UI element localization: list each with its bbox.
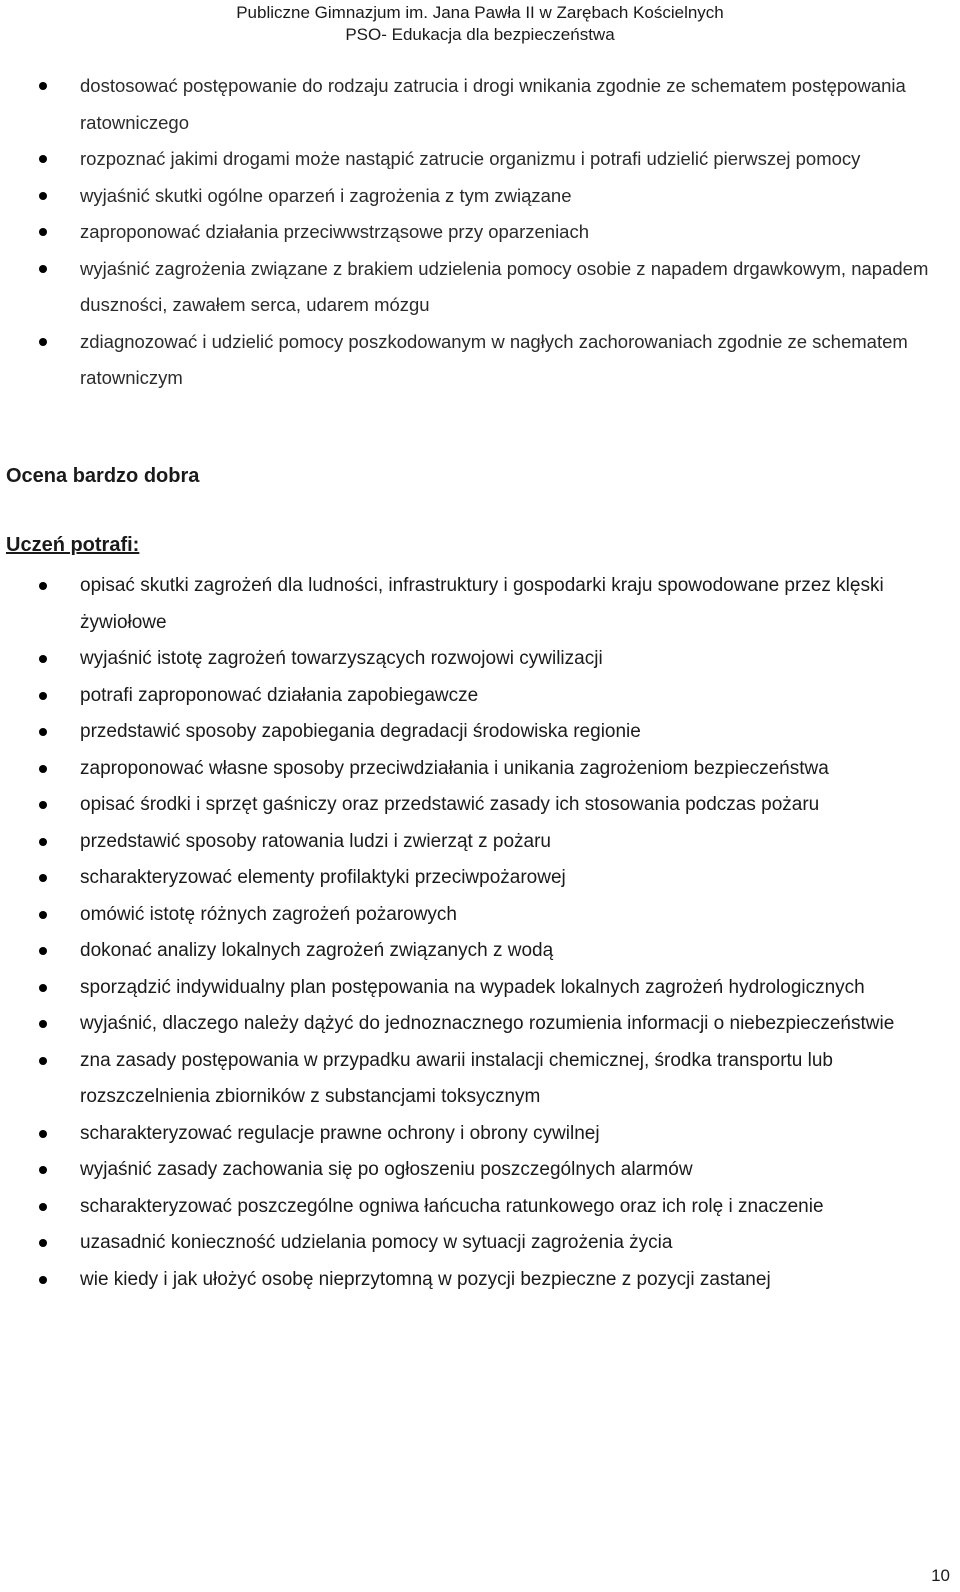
list-item: zaproponować działania przeciwwstrząsowe przy oparzeniach <box>0 214 960 251</box>
list-item: uzasadnić konieczność udzielania pomocy w sytuacji zagrożenia życia <box>0 1225 960 1262</box>
list-item: omówić istotę różnych zagrożeń pożarowych <box>0 897 960 934</box>
list-item: zna zasady postępowania w przypadku awarii instalacji chemicznej, środka transportu lub rozszczelnienia zbiorników z substancjami toksycznym <box>0 1043 960 1116</box>
list-item: scharakteryzować poszczególne ogniwa łańcucha ratunkowego oraz ich rolę i znaczenie <box>0 1189 960 1226</box>
list-item: dostosować postępowanie do rodzaju zatrucia i drogi wnikania zgodnie ze schematem postępowania ratowniczego <box>0 68 960 141</box>
list-item: opisać skutki zagrożeń dla ludności, infrastruktury i gospodarki kraju spowodowane przez klęski żywiołowe <box>0 568 960 641</box>
requirements-list-very-good <box>0 568 960 1298</box>
list-item: zdiagnozować i udzielić pomocy poszkodowanym w nagłych zachorowaniach zgodnie ze schematem ratowniczym <box>0 324 960 397</box>
requirements-list-previous-grade <box>0 68 960 397</box>
list-item: wyjaśnić, dlaczego należy dążyć do jednoznacznego rozumienia informacji o niebezpieczeństwie <box>0 1006 960 1043</box>
list-item: sporządzić indywidualny plan postępowania na wypadek lokalnych zagrożeń hydrologicznych <box>0 970 960 1007</box>
header-subject: PSO- Edukacja dla bezpieczeństwa <box>345 25 615 44</box>
list-item: scharakteryzować regulacje prawne ochrony i obrony cywilnej <box>0 1116 960 1153</box>
list-item: rozpoznać jakimi drogami może nastąpić zatrucie organizmu i potrafi udzielić pierwszej pomocy <box>0 141 960 178</box>
page-header <box>0 2 960 46</box>
page-number: 10 <box>931 1566 950 1585</box>
header-school-name: Publiczne Gimnazjum im. Jana Pawła II w Zarębach Kościelnych <box>236 3 724 22</box>
list-item: wyjaśnić istotę zagrożeń towarzyszących rozwojowi cywilizacji <box>0 641 960 678</box>
list-item: zaproponować własne sposoby przeciwdziałania i unikania zagrożeniom bezpieczeństwa <box>0 751 960 788</box>
list-item: wie kiedy i jak ułożyć osobę nieprzytomną w pozycji bezpieczne z pozycji zastanej <box>0 1262 960 1299</box>
list-item: wyjaśnić zagrożenia związane z brakiem udzielenia pomocy osobie z napadem drgawkowym, napadem duszności, zawałem serca, udarem mózgu <box>0 251 960 324</box>
list-item: opisać środki i sprzęt gaśniczy oraz przedstawić zasady ich stosowania podczas pożaru <box>0 787 960 824</box>
list-item: dokonać analizy lokalnych zagrożeń związanych z wodą <box>0 933 960 970</box>
list-item: przedstawić sposoby ratowania ludzi i zwierząt z pożaru <box>0 824 960 861</box>
list-item: scharakteryzować elementy profilaktyki przeciwpożarowej <box>0 860 960 897</box>
list-item: przedstawić sposoby zapobiegania degradacji środowiska regionie <box>0 714 960 751</box>
student-can-heading: Uczeń potrafi: <box>6 534 140 556</box>
list-item: wyjaśnić skutki ogólne oparzeń i zagrożenia z tym związane <box>0 178 960 215</box>
grade-heading: Ocena bardzo dobra <box>6 465 200 487</box>
list-item: wyjaśnić zasady zachowania się po ogłoszeniu poszczególnych alarmów <box>0 1152 960 1189</box>
list-item: potrafi zaproponować działania zapobiegawcze <box>0 678 960 715</box>
